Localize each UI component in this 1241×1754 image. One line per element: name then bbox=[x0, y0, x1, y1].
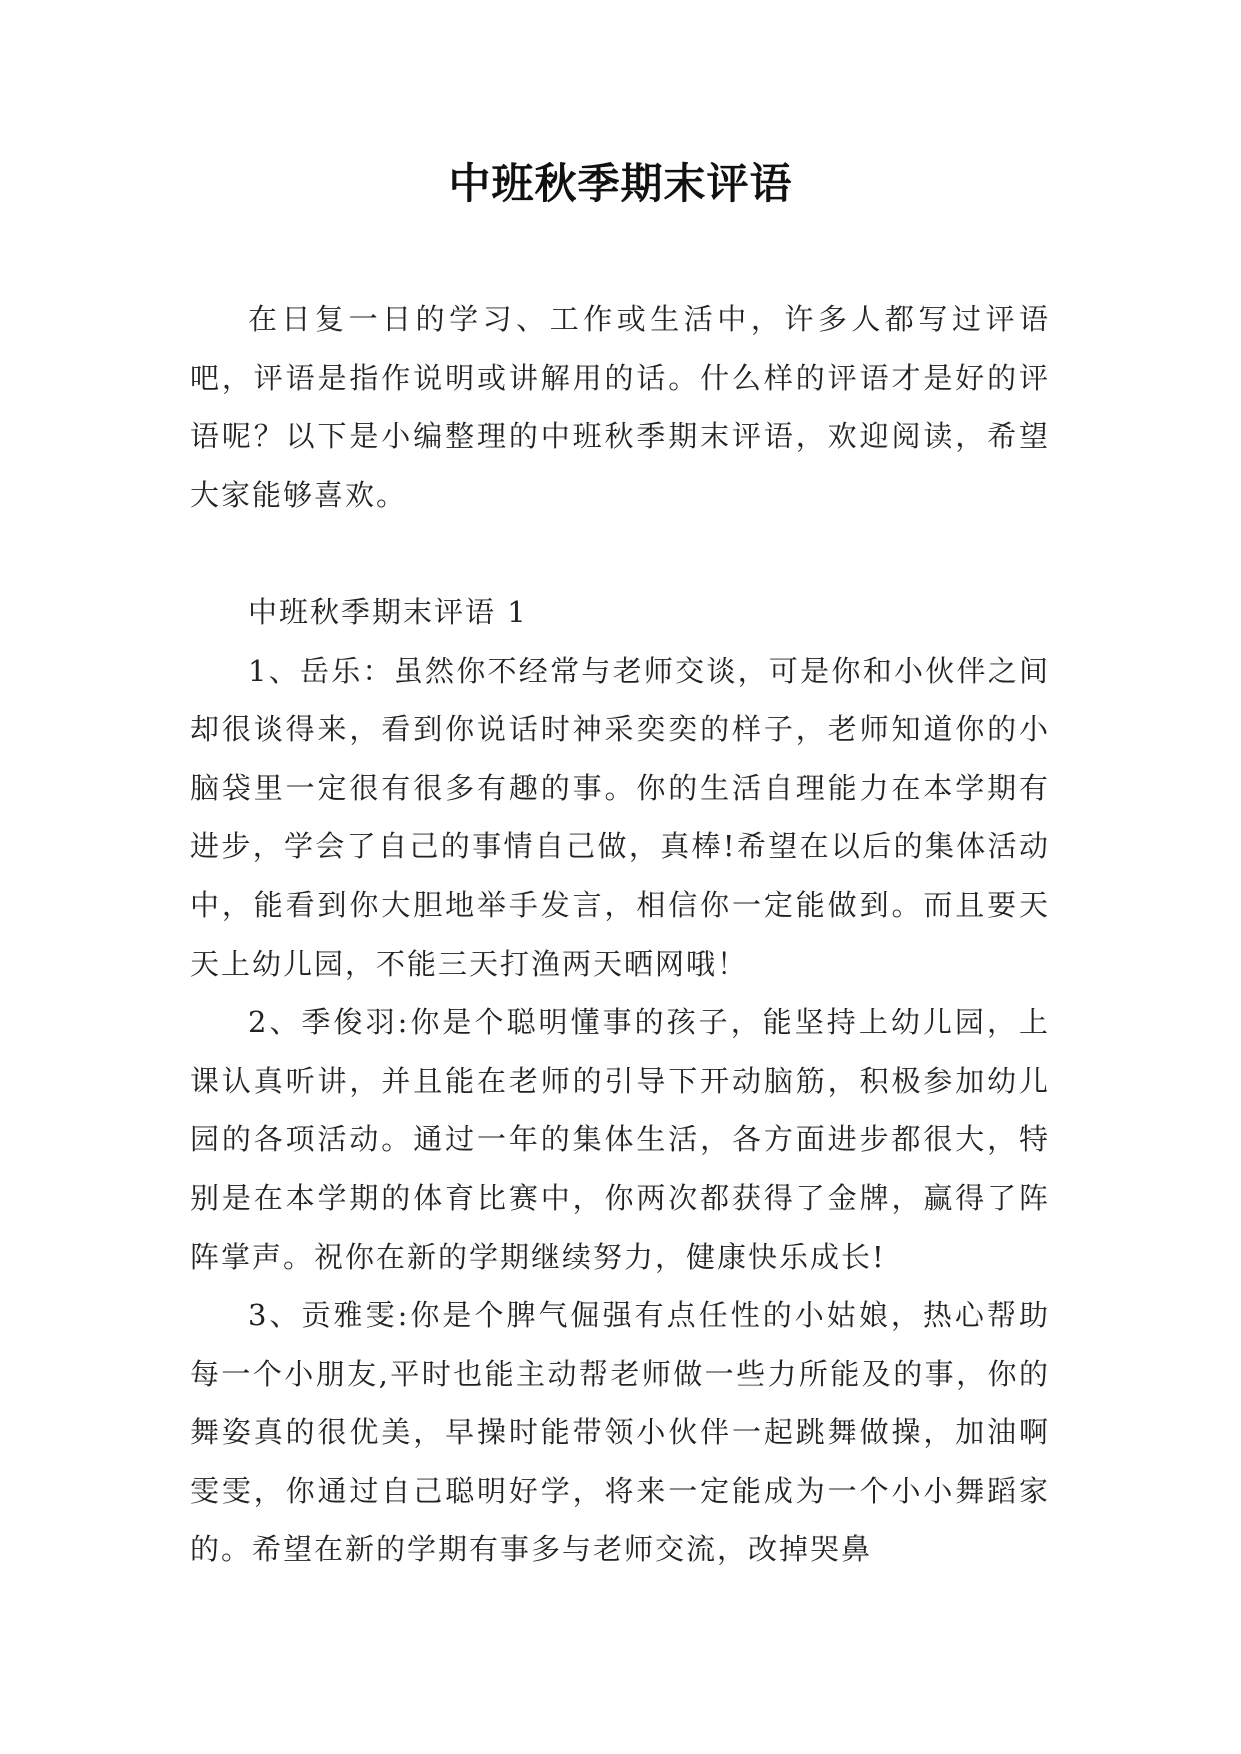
comment-item-1: 1、岳乐：虽然你不经常与老师交谈，可是你和小伙伴之间却很谈得来，看到你说话时神采奕奕的样子，老师知道你的小脑袋里一定很有很多有趣的事。你的生活自理能力在本学期有进步，学会了自己的事情自己做，真棒!希望在以后的集体活动中，能看到你大胆地举手发言，相信你一定能做到。而且要天天上幼儿园，不能三天打渔两天晒网哦！ bbox=[190, 653, 1050, 981]
comment-item-3: 3、贡雅雯:你是个脾气倔强有点任性的小姑娘，热心帮助每一个小朋友,平时也能主动帮老师做一些力所能及的事，你的舞姿真的很优美，早操时能带领小伙伴一起跳舞做操，加油啊雯雯，你通过自己聪明好学，将来一定能成为一个小小舞蹈家的。希望在新的学期有事多与老师交流，改掉哭鼻 bbox=[190, 1298, 1050, 1567]
section-heading: 中班秋季期末评语 1 bbox=[248, 594, 528, 629]
paragraph-spacer bbox=[190, 524, 1050, 583]
document-body bbox=[190, 290, 1050, 1579]
intro-paragraph: 在日复一日的学习、工作或生活中，许多人都写过评语吧，评语是指作说明或讲解用的话。什么样的评语才是好的评语呢？以下是小编整理的中班秋季期末评语，欢迎阅读，希望大家能够喜欢。 bbox=[190, 302, 1050, 512]
document-title: 中班秋季期末评语 bbox=[448, 159, 793, 208]
comment-item-2: 2、季俊羽:你是个聪明懂事的孩子，能坚持上幼儿园，上课认真听讲，并且能在老师的引导下开动脑筋，积极参加幼儿园的各项活动。通过一年的集体生活，各方面进步都很大，特别是在本学期的体育比赛中，你两次都获得了金牌，赢得了阵阵掌声。祝你在新的学期继续努力，健康快乐成长! bbox=[190, 1005, 1050, 1274]
